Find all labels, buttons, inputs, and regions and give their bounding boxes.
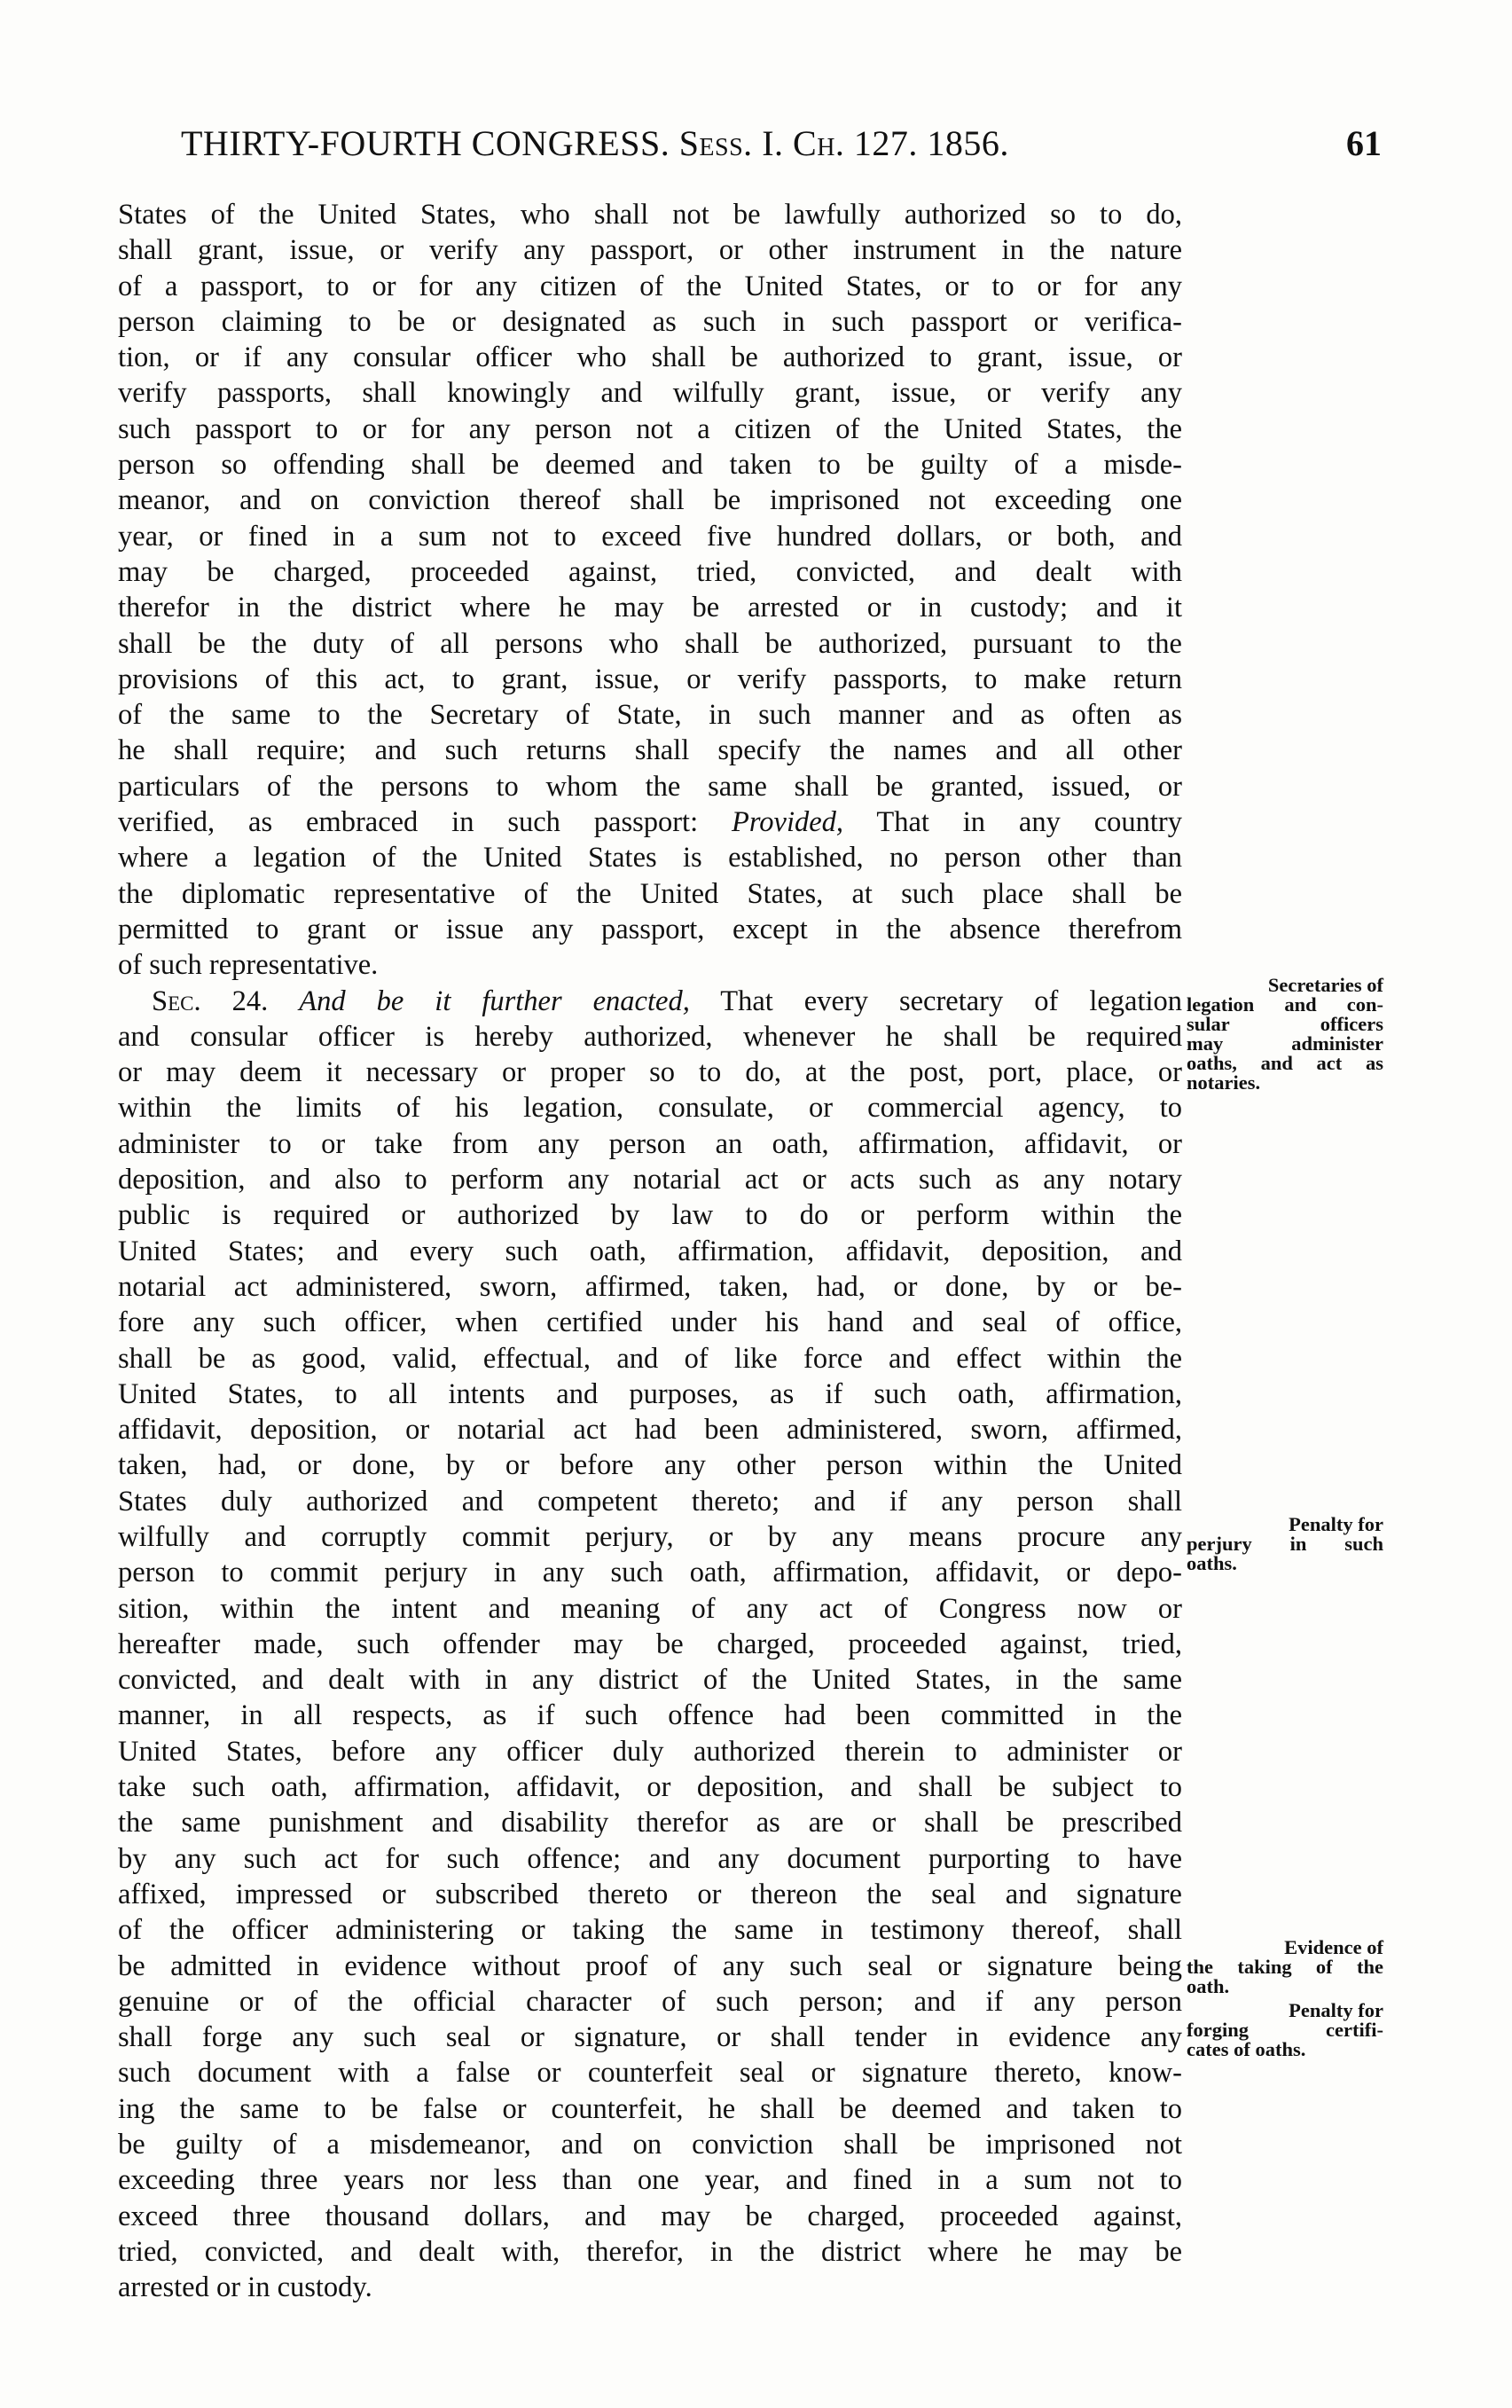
text-line: and consular officer is hereby authorized, whenever he shall be required: [118, 1020, 1182, 1053]
margin-note-line: Penalty for: [1289, 1999, 1383, 2021]
margin-note-secretaries: [1187, 976, 1383, 1093]
text-line: Sec. 24. And be it further enacted, That every secretary of legation: [152, 984, 1183, 1017]
margin-note-line: forging certifi-: [1187, 2019, 1383, 2041]
text-line: provisions of this act, to grant, issue, or verify passports, to make return: [118, 663, 1182, 695]
text-line: tried, convicted, and dealt with, therefor, in the district where he may be: [118, 2235, 1182, 2268]
text-line: ing the same to be false or counterfeit, he shall be deemed and taken to: [118, 2092, 1182, 2125]
text-line: be admitted in evidence without proof of any such seal or signature being: [118, 1949, 1182, 1982]
text-line: genuine or of the official character of such person; and if any person: [118, 1985, 1182, 2018]
margin-note-line: cates of oaths.: [1187, 2038, 1306, 2060]
text-line: public is required or authorized by law to do or perform within the: [118, 1199, 1182, 1232]
text-line: administer to or take from any person an oath, affirmation, affidavit, or: [118, 1127, 1182, 1160]
text-line: taken, had, or done, by or before any other person within the United: [118, 1449, 1182, 1482]
margin-note-line: may administer: [1187, 1032, 1383, 1055]
text-line: meanor, and on conviction thereof shall be imprisoned not exceeding one: [118, 484, 1182, 517]
margin-note-forgery-penalty: [1187, 2001, 1383, 2059]
text-line: shall grant, issue, or verify any passport, or other instrument in the nature: [118, 234, 1182, 267]
text-line: person claiming to be or designated as such in such passport or verifica-: [118, 305, 1182, 338]
margin-note-line: Evidence of: [1284, 1936, 1383, 1958]
text-line: deposition, and also to perform any notarial act or acts such as any notary: [118, 1164, 1182, 1196]
text-line: exceeding three years nor less than one year, and fined in a sum not to: [118, 2164, 1182, 2197]
text-line: United States; and every such oath, affirmation, affidavit, deposition, and: [118, 1235, 1182, 1267]
text-line: by any such act for such offence; and any document purporting to have: [118, 1842, 1182, 1875]
text-line: fore any such officer, when certified under his hand and seal of office,: [118, 1306, 1182, 1339]
text-line: such document with a false or counterfeit seal or signature thereto, know-: [118, 2057, 1182, 2090]
text-line: arrested or in custody.: [118, 2271, 372, 2304]
text-line: hereafter made, such offender may be charged, proceeded against, tried,: [118, 1628, 1182, 1660]
text-line: or may deem it necessary or proper so to do, at the post, port, place, or: [118, 1056, 1182, 1089]
text-line: States duly authorized and competent thereto; and if any person shall: [118, 1485, 1182, 1518]
statute-text: [118, 197, 1182, 2306]
margin-note-line: oaths, and act as: [1187, 1052, 1383, 1074]
text-line: shall be as good, valid, effectual, and of like force and effect within the: [118, 1342, 1182, 1375]
margin-note-line: perjury in such: [1187, 1533, 1383, 1555]
text-line: States of the United States, who shall not be lawfully authorized so to do,: [118, 199, 1182, 231]
text-line: manner, in all respects, as if such offence had been committed in the: [118, 1699, 1182, 1732]
margin-note-line: Secretaries of: [1267, 974, 1383, 996]
text-line: convicted, and dealt with in any district of the United States, in the same: [118, 1664, 1182, 1697]
margin-note-line: oaths.: [1187, 1552, 1237, 1574]
text-line: verify passports, shall knowingly and wilfully grant, issue, or verify any: [118, 377, 1182, 410]
text-line: he shall require; and such returns shall specify the names and all other: [118, 734, 1182, 767]
text-line: the diplomatic representative of the United States, at such place shall be: [118, 877, 1182, 910]
text-line: affixed, impressed or subscribed thereto or thereon the seal and signature: [118, 1878, 1182, 1910]
text-line: of a passport, to or for any citizen of the United States, or to or for any: [118, 270, 1182, 302]
text-line: where a legation of the United States is established, no person other than: [118, 842, 1182, 875]
text-line: notarial act administered, sworn, affirmed, taken, had, or done, by or be-: [118, 1270, 1182, 1303]
text-line: shall forge any such seal or signature, or shall tender in evidence any: [118, 2021, 1182, 2054]
text-line: of such representative.: [118, 949, 379, 982]
text-line: within the limits of his legation, consulate, or commercial agency, to: [118, 1092, 1182, 1125]
page-number: 61: [1346, 123, 1382, 163]
text-line: of the same to the Secretary of State, in such manner and as often as: [118, 699, 1182, 732]
text-line: such passport to or for any person not a citizen of the United States, the: [118, 412, 1182, 445]
text-line: United States, before any officer duly authorized therein to administer or: [118, 1735, 1182, 1768]
text-line: person so offending shall be deemed and taken to be guilty of a misde-: [118, 449, 1182, 482]
margin-note-line: notaries.: [1187, 1071, 1261, 1094]
text-line: be guilty of a misdemeanor, and on conviction shall be imprisoned not: [118, 2129, 1182, 2161]
text-line: tion, or if any consular officer who shall be authorized to grant, issue, or: [118, 341, 1182, 374]
text-line: therefor in the district where he may be arrested or in custody; and it: [118, 592, 1182, 624]
text-line: particulars of the persons to whom the same shall be granted, issued, or: [118, 770, 1182, 803]
text-line: affidavit, deposition, or notarial act had been administered, sworn, affirmed,: [118, 1414, 1182, 1447]
page-header: [140, 122, 1382, 176]
text-line: person to commit perjury in any such oath, affirmation, affidavit, or depo-: [118, 1557, 1182, 1589]
text-line: take such oath, affirmation, affidavit, or deposition, and shall be subject to: [118, 1771, 1182, 1804]
text-line: exceed three thousand dollars, and may be charged, proceeded against,: [118, 2200, 1182, 2232]
margin-note-line: Penalty for: [1289, 1513, 1383, 1535]
text-line: wilfully and corruptly commit perjury, or by any means procure any: [118, 1520, 1182, 1553]
text-line: the same punishment and disability therefor as are or shall be prescribed: [118, 1807, 1182, 1839]
margin-note-perjury-penalty: [1187, 1515, 1383, 1573]
text-line: shall be the duty of all persons who shall be authorized, pursuant to the: [118, 627, 1182, 660]
text-line: may be charged, proceeded against, tried, convicted, and dealt with: [118, 555, 1182, 588]
text-line: United States, to all intents and purposes, as if such oath, affirmation,: [118, 1377, 1182, 1410]
margin-note-line: sular officers: [1187, 1013, 1383, 1035]
margin-note-line: legation and con-: [1187, 993, 1383, 1016]
margin-note-evidence: [1187, 1938, 1383, 1996]
margin-note-line: the taking of the: [1187, 1956, 1383, 1978]
running-title: THIRTY-FOURTH CONGRESS. Sess. I. Ch. 127. 1856.: [181, 123, 1009, 163]
text-line: verified, as embraced in such passport: Provided, That in any country: [118, 806, 1183, 839]
margin-note-line: oath.: [1187, 1975, 1230, 1997]
text-line: sition, within the intent and meaning of any act of Congress now or: [118, 1592, 1182, 1625]
text-line: year, or fined in a sum not to exceed five hundred dollars, or both, and: [118, 520, 1182, 553]
text-line: permitted to grant or issue any passport, except in the absence therefrom: [118, 913, 1182, 945]
text-line: of the officer administering or taking the same in testimony thereof, shall: [118, 1914, 1182, 1947]
